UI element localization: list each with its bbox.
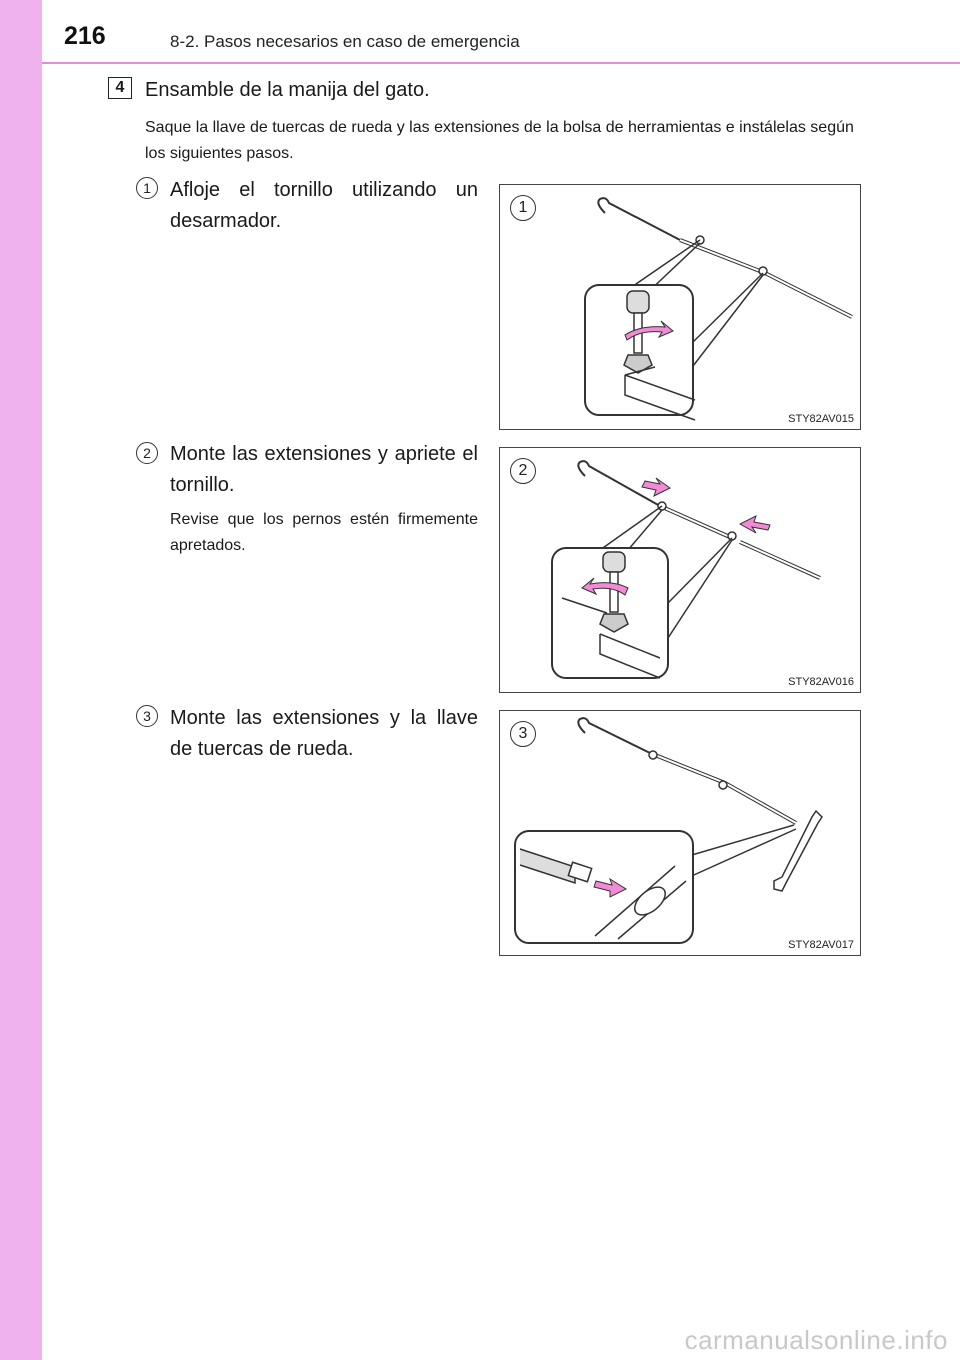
substep-heading-1: Afloje el tornillo utilizando un desarmador. (170, 179, 478, 232)
figure-code-2: STY82AV016 (788, 676, 854, 688)
figure-code-1: STY82AV015 (788, 413, 854, 425)
jack-handle-loosen-illustration (500, 185, 862, 431)
substep-number-2: 2 (136, 442, 158, 464)
figure-code-3: STY82AV017 (788, 939, 854, 951)
substep-heading-2: Monte las extensiones y apriete el tornillo. (170, 443, 478, 496)
substep-number-1: 1 (136, 177, 158, 199)
step-intro: Saque la llave de tuercas de rueda y las extensiones de la bolsa de herramientas e instálelas según los siguientes pasos. (145, 119, 854, 162)
jack-handle-tighten-illustration (500, 448, 862, 694)
jack-handle-wrench-illustration (500, 711, 862, 957)
page-number: 216 (64, 22, 106, 50)
substep-heading-3: Monte las extensiones y la llave de tuercas de rueda. (170, 707, 478, 760)
header-divider (42, 62, 960, 64)
section-title: 8-2. Pasos necesarios en caso de emergencia (170, 32, 520, 51)
figure-badge-1: 1 (510, 195, 536, 221)
substep-note-2: Revise que los pernos estén firmemente apretados. (170, 511, 478, 554)
substep-number-3: 3 (136, 705, 158, 727)
side-color-strip (0, 0, 42, 1360)
figure-badge-3: 3 (510, 721, 536, 747)
figure-2 (499, 447, 861, 693)
figure-1 (499, 184, 861, 430)
watermark: carmanualsonline.info (684, 1325, 948, 1355)
figure-badge-2: 2 (510, 458, 536, 484)
figure-3 (499, 710, 861, 956)
step-heading: Ensamble de la manija del gato. (145, 79, 430, 101)
step-number-box: 4 (108, 77, 132, 99)
